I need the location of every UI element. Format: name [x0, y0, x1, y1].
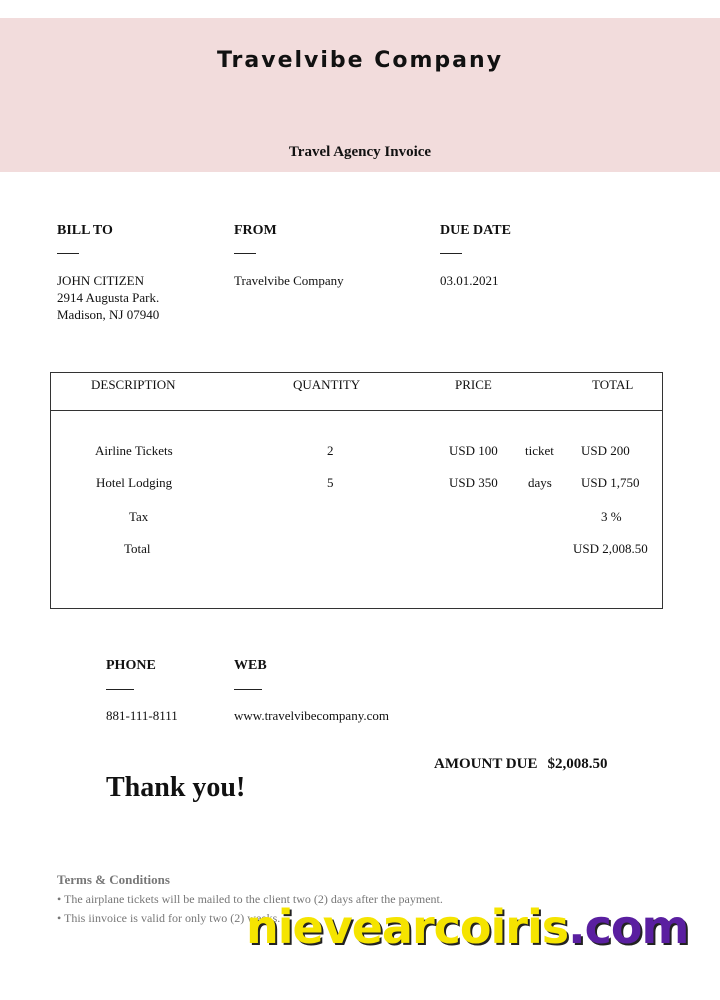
row-quantity: 5	[327, 475, 334, 490]
amount-due-label: AMOUNT DUE	[434, 756, 538, 772]
web-value: www.travelvibecompany.com	[234, 708, 389, 723]
terms-line: • The airplane tickets will be mailed to the client two (2) days after the payment.	[57, 892, 443, 906]
amount-due-value: $2,008.50	[547, 756, 608, 772]
invoice-items-table	[50, 372, 663, 609]
from-label: FROM	[234, 223, 277, 238]
bill-to-address-line2: Madison, NJ 07940	[57, 307, 160, 322]
company-name: Travelvibe Company	[216, 48, 504, 73]
due-date-value: 03.01.2021	[440, 273, 499, 288]
bill-to-divider	[57, 253, 79, 254]
row-total: USD 200	[581, 443, 630, 458]
due-date-divider	[440, 253, 462, 254]
row-total: USD 2,008.50	[573, 541, 648, 556]
column-header-description: DESCRIPTION	[91, 377, 176, 392]
column-header-total: TOTAL	[592, 377, 634, 392]
row-price: USD 350	[449, 475, 498, 490]
column-header-price: PRICE	[455, 377, 492, 392]
document-title: Travel Agency Invoice	[288, 144, 432, 160]
bill-to-name: JOHN CITIZEN	[57, 273, 145, 288]
phone-divider	[106, 689, 134, 690]
due-date-label: DUE DATE	[440, 223, 511, 238]
watermark-part2: .com	[568, 900, 689, 954]
thank-you-message: Thank you!	[106, 772, 246, 803]
invoice-header	[0, 18, 720, 172]
bill-to-address-line1: 2914 Augusta Park.	[57, 290, 160, 305]
row-price: USD 100	[449, 443, 498, 458]
row-description: Total	[124, 541, 151, 556]
amount-due	[434, 756, 607, 773]
row-description: Airline Tickets	[95, 443, 173, 458]
row-quantity: 2	[327, 443, 334, 458]
row-total: USD 1,750	[581, 475, 640, 490]
watermark-logo	[246, 900, 689, 954]
row-description: Hotel Lodging	[96, 475, 173, 490]
row-description: Tax	[129, 509, 149, 524]
from-name: Travelvibe Company	[234, 273, 344, 288]
row-unit: days	[528, 475, 552, 490]
watermark-part1: nievearcoiris	[246, 900, 569, 954]
web-divider	[234, 689, 262, 690]
bill-to-label: BILL TO	[57, 223, 113, 238]
table-header-divider	[51, 410, 662, 411]
phone-label: PHONE	[106, 658, 156, 673]
from-divider	[234, 253, 256, 254]
column-header-quantity: QUANTITY	[293, 377, 361, 392]
row-unit: ticket	[525, 443, 554, 458]
phone-value: 881-111-8111	[106, 708, 178, 723]
web-label: WEB	[234, 658, 267, 673]
terms-line: • This iinvoice is valid for only two (2) weeks.	[57, 911, 281, 925]
row-total: 3 %	[601, 509, 622, 524]
terms-title: Terms & Conditions	[57, 872, 170, 887]
